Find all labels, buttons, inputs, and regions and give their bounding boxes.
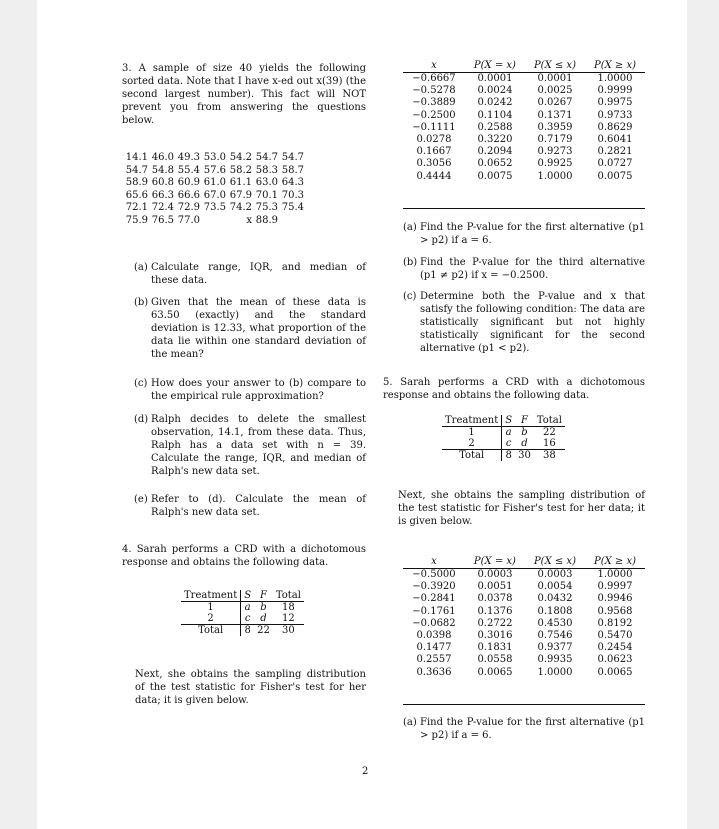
question-4b: (b) Find the P-value for the third alternative (p1 ≠ p2) if x = −0.2500.	[403, 257, 645, 281]
table-row	[403, 110, 645, 122]
table-row	[403, 630, 645, 642]
table-cell: 1.0000	[537, 170, 573, 182]
table-row	[403, 171, 645, 183]
data-cell: x	[246, 214, 252, 226]
table-cell: 0.7546	[537, 630, 573, 642]
table-cell: 0.5470	[597, 630, 633, 642]
data-cell: 65.6	[125, 189, 148, 201]
data-cell: 77.0	[177, 214, 200, 226]
data-cell: 72.9	[177, 202, 200, 213]
data-cell: 70.3	[281, 189, 304, 201]
data-cell: 72.1	[125, 202, 148, 213]
table-cell: −0.2841	[412, 593, 456, 605]
table-cell: 1.0000	[597, 73, 633, 85]
table-cell: 0.9733	[597, 109, 633, 121]
distribution-table-2-rule	[403, 704, 645, 705]
data-cell: 61.0	[203, 177, 226, 188]
table-cell: 0.1808	[537, 605, 573, 617]
table-cell: 0.3056	[416, 158, 452, 170]
data-row	[122, 215, 304, 228]
table-cell: 0.9999	[597, 85, 633, 97]
table-cell: 0.6041	[597, 134, 633, 146]
data-cell: 66.3	[151, 189, 174, 201]
distribution-table-1-rule	[403, 208, 645, 209]
data-cell: 73.5	[203, 202, 226, 213]
data-cell: 60.9	[177, 177, 200, 188]
question-3e: (e) Refer to (d). Calculate the mean of Ralph's new data set.	[134, 494, 366, 518]
table-cell: 1.0000	[597, 569, 633, 581]
data-cell: 46.0	[151, 152, 174, 163]
table-cell: 0.0278	[416, 134, 452, 146]
table-cell: 0.0025	[537, 85, 573, 97]
table-cell: 0.4444	[416, 170, 452, 182]
document-page	[37, 0, 687, 829]
data-cell: 70.1	[255, 189, 278, 201]
data-cell: 74.2	[229, 202, 252, 213]
table-row	[403, 134, 645, 146]
table-cell: 0.0024	[477, 85, 513, 97]
table-row	[403, 73, 645, 86]
data-cell	[278, 215, 304, 228]
data-cell: 75.9	[125, 214, 148, 226]
data-cell: 67.0	[203, 189, 226, 201]
table-cell: 0.0001	[477, 73, 513, 85]
table-cell: 0.0378	[477, 593, 513, 605]
data-cell: 57.6	[203, 164, 226, 176]
table-cell: 0.0003	[537, 569, 573, 581]
data-row	[122, 177, 304, 190]
table-cell: 0.0398	[416, 630, 452, 642]
table-cell: 0.1104	[477, 109, 513, 121]
table-cell: 0.2722	[477, 617, 513, 629]
table-row	[403, 654, 645, 666]
data-cell: 60.8	[151, 177, 174, 188]
question-3a: (a) Calculate range, IQR, and median of these data.	[134, 262, 366, 286]
table-cell: −0.1111	[412, 121, 456, 133]
table-cell: −0.3920	[412, 581, 456, 593]
table-cell: 0.1831	[477, 642, 513, 654]
table-cell: 0.0003	[477, 569, 513, 581]
table-cell: 0.2094	[477, 146, 513, 158]
table-cell: 0.0652	[477, 158, 513, 170]
data-cell: 54.8	[151, 164, 174, 176]
table-cell: 0.0054	[537, 581, 573, 593]
table-cell: 0.0558	[477, 654, 513, 666]
question-3d: (d) Ralph decides to delete the smallest observation, 14.1, from these data. Thus, Ralph has a data set with n = 39. Calculate the range, IQR, and median of Ralph's new data set.	[134, 414, 366, 477]
data-cell: 49.3	[177, 152, 200, 163]
problem-4-after-text: Next, she obtains the sampling distribution of the test statistic for Fisher's test for her data; it is given below.	[135, 669, 366, 706]
table-row	[403, 158, 645, 170]
page-number: 2	[362, 766, 369, 777]
data-cell: 63.0	[255, 177, 278, 188]
data-cell	[200, 215, 226, 228]
problem-4-contingency-table: Treatment S F Total 1 a b 18 2 c d 12 Total 8 22 30	[181, 590, 304, 636]
data-cell: 66.6	[177, 189, 200, 201]
data-cell: 88.9	[255, 214, 278, 226]
data-cell: 67.9	[229, 189, 252, 201]
table-cell: 0.9975	[597, 97, 633, 109]
table-row	[403, 97, 645, 109]
question-4c: (c) Determine both the P-value and x that satisfy the following condition: The data are statistically significant but not highly statistically significant for the second alternative (p1 < p2).	[403, 291, 645, 354]
distribution-table-1: x P(X = x) P(X ≤ x) P(X ≥ x) −0.6667 0.0001 0.0001 1.0000 −0.5278 0.0024 0.0025 0.9999 −0.3889 0.0242 0.0267 0.9975 −0.2500 0.1104 0.1371 0.9733 −0.1111 0.2588 0.3959 0.8629 0.0278 0.3220 0.7179 0.6041 0.1667 0.2094 0.9273 0.2821 0.3056 0.0652 0.9925 0.0727 0.4444 0.0075 1.0000 0.0075	[403, 60, 645, 183]
table-cell: 0.0001	[537, 73, 573, 85]
data-cell: 54.7	[281, 152, 304, 163]
table-row	[403, 642, 645, 654]
question-3b: (b) Given that the mean of these data is 63.50 (exactly) and the standard deviation is 12.33, what proportion of the data lie within one standard deviation of the mean?	[134, 297, 366, 360]
data-cell: 58.9	[125, 177, 148, 188]
table-row	[403, 606, 645, 618]
table-cell: 0.4530	[537, 617, 573, 629]
table-cell: 0.3016	[477, 630, 513, 642]
data-cell: 54.7	[125, 164, 148, 176]
table-cell: 0.0242	[477, 97, 513, 109]
table-cell: −0.1761	[412, 605, 456, 617]
table-cell: 0.2557	[416, 654, 452, 666]
table-cell: 0.3959	[537, 121, 573, 133]
table-cell: 0.0075	[597, 170, 633, 182]
table-cell: 0.1371	[537, 109, 573, 121]
table-cell: −0.6667	[412, 73, 456, 85]
table-row	[403, 122, 645, 134]
table-row	[403, 593, 645, 605]
table-cell: 0.2588	[477, 121, 513, 133]
table-row	[403, 146, 645, 158]
data-cell: 53.0	[203, 152, 226, 163]
table-cell: 0.0075	[477, 170, 513, 182]
table-cell: 0.1667	[416, 146, 452, 158]
table-cell: 0.8629	[597, 121, 633, 133]
table-cell: 0.9925	[537, 158, 573, 170]
data-cell: 61.1	[229, 177, 252, 188]
problem-4-intro: 4. Sarah performs a CRD with a dichotomous response and obtains the following data.	[122, 544, 366, 568]
problem-3-data-table	[122, 152, 304, 227]
table-cell: 0.0065	[477, 666, 513, 678]
table-cell: 1.0000	[537, 666, 573, 678]
table-cell: −0.5278	[412, 85, 456, 97]
table-cell: 0.1477	[416, 642, 452, 654]
table-row	[403, 618, 645, 630]
data-cell: 54.7	[255, 152, 278, 163]
data-cell: 64.3	[281, 177, 304, 188]
data-cell: 58.2	[229, 164, 252, 176]
data-row	[122, 202, 304, 215]
table-cell: −0.5000	[412, 569, 456, 581]
problem-3-intro: 3. A sample of size 40 yields the following sorted data. Note that I have x-ed out x(39) (the second largest number). This fact will NOT prevent you from answering the questions below.	[122, 63, 366, 126]
table-cell: 0.3220	[477, 134, 513, 146]
data-cell: 76.5	[151, 214, 174, 226]
data-cell: 75.4	[281, 202, 304, 213]
problem-5-contingency-table: Treatment S F Total 1 a b 22 2 c d 16 Total 8 30 38	[442, 415, 565, 461]
data-cell: 14.1	[125, 152, 148, 163]
table-cell: 0.9997	[597, 581, 633, 593]
table-cell: 0.7179	[537, 134, 573, 146]
problem-5-intro: 5. Sarah performs a CRD with a dichotomous response and obtains the following data.	[383, 377, 645, 401]
table-row	[403, 569, 645, 582]
table-cell: −0.0682	[412, 617, 456, 629]
table-cell: 0.2821	[597, 146, 633, 158]
table-cell: 0.9273	[537, 146, 573, 158]
distribution-table-2: x P(X = x) P(X ≤ x) P(X ≥ x) −0.5000 0.0003 0.0003 1.0000 −0.3920 0.0051 0.0054 0.9997 −0.2841 0.0378 0.0432 0.9946 −0.1761 0.1376 0.1808 0.9568 −0.0682 0.2722 0.4530 0.8192 0.0398 0.3016 0.7546 0.5470 0.1477 0.1831 0.9377 0.2454 0.2557 0.0558 0.9935 0.0623 0.3636 0.0065 1.0000 0.0065	[403, 556, 645, 679]
table-cell: 0.0727	[597, 158, 633, 170]
data-row	[122, 165, 304, 178]
data-cell: 54.2	[229, 152, 252, 163]
table-cell: 0.2454	[597, 642, 633, 654]
table-row	[403, 85, 645, 97]
data-row	[122, 190, 304, 203]
question-3c: (c) How does your answer to (b) compare to the empirical rule approximation?	[134, 378, 366, 402]
table-row	[403, 581, 645, 593]
table-cell: 0.0065	[597, 666, 633, 678]
table-cell: 0.0051	[477, 581, 513, 593]
table-cell: 0.9946	[597, 593, 633, 605]
table-cell: 0.9377	[537, 642, 573, 654]
data-cell: 58.3	[255, 164, 278, 176]
table-cell: 0.9935	[537, 654, 573, 666]
table-cell: 0.3636	[416, 666, 452, 678]
table-cell: −0.3889	[412, 97, 456, 109]
data-cell: 58.7	[281, 164, 304, 176]
table-cell: 0.0623	[597, 654, 633, 666]
table-cell: 0.9568	[597, 605, 633, 617]
data-row	[122, 152, 304, 165]
table-cell: 0.0432	[537, 593, 573, 605]
problem-5-after-text: Next, she obtains the sampling distribution of the test statistic for Fisher's test for her data; it is given below.	[398, 490, 645, 527]
data-cell: 72.4	[151, 202, 174, 213]
table-cell: 0.1376	[477, 605, 513, 617]
table-cell: 0.0267	[537, 97, 573, 109]
table-cell: −0.2500	[412, 109, 456, 121]
data-cell: 75.3	[255, 202, 278, 213]
question-5a: (a) Find the P-value for the first alternative (p1 > p2) if a = 6.	[403, 717, 645, 741]
table-cell: 0.8192	[597, 617, 633, 629]
question-4a: (a) Find the P-value for the first alternative (p1 > p2) if a = 6.	[403, 222, 645, 246]
table-row	[403, 667, 645, 679]
data-cell: 55.4	[177, 164, 200, 176]
